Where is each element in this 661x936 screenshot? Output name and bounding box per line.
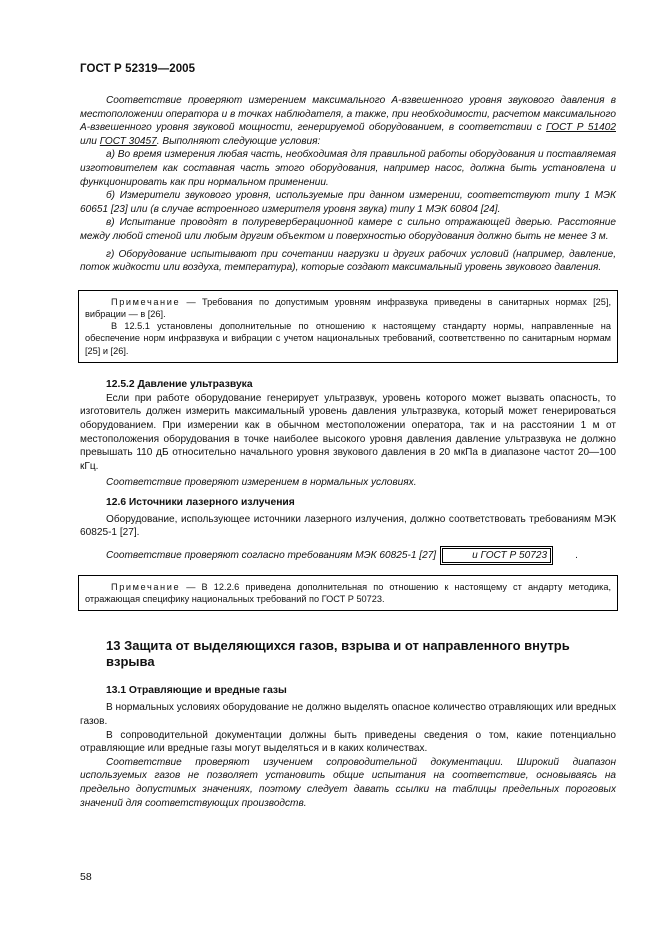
condition-item-d: г) Оборудование испытывают при сочетании нагрузки и других рабочих условий (например, давление, поток жидкости или воздуха, температура), которые создают максимальный уровень звукового давления. (80, 248, 616, 274)
section-heading-12-6: 12.6 Источники лазерного излучения (106, 496, 295, 508)
ultrasound-compliance: Соответствие проверяют измерением в нормальных условиях. (106, 477, 417, 489)
document-header: ГОСТ Р 52319—2005 (80, 63, 196, 75)
note-box-methodology (78, 575, 618, 611)
ultrasound-paragraph: Если при работе оборудование генерирует ультразвук, уровень которого может вызвать опасность, то изготовитель должен измерить максимальный уровень давления ультразвука, который может генерироваться оборудованием. При измерении как в обычном местоположении оператора, так и на расстоянии 1 м от местоположения оборудования в точке наиболее высокого уровня давления давление ультразвука не должно превышать 110 дБ относительно начального уровня звукового давления в 20 мкПа в диапазоне частот 20—100 кГц. (80, 392, 616, 472)
gases-compliance: Соответствие проверяют изучением сопроводительной документации. Широкий диапазон используемых газов не позволяет установить общие испытания на соответствие, основываясь на предельно допустимых значениях, поэтому следует давать ссылки на таблицы предельных пороговых значений для соответствующих производств. (80, 756, 616, 809)
note-paragraph: Примечание — В 12.2.6 приведена дополнительная по отношению к настоящему ст андарту методика, отражающая специфику национальных требований по ГОСТ Р 50723. (85, 582, 611, 605)
condition-item-b: б) Измерители звукового уровня, используемые при данном измерении, соответствуют типу 1 МЭК 60651 [23] или (в случае встроенного измерителя уровня звука) типу 1 МЭК 60804 [24]. (80, 190, 616, 215)
laser-paragraph: Оборудование, использующее источники лазерного излучения, должно соответствовать требованиям МЭК 60825-1 [27]. (80, 513, 616, 539)
condition-item-a: а) Во время измерения любая часть, необходимая для правильной работы оборудования и поставляемая изготовителем как составная часть этого оборудования, например насос, должна быть установлена и функционировать как при нормальном применении. (80, 149, 616, 188)
national-addition-box: и ГОСТ Р 50723 (440, 546, 553, 565)
note-paragraph: В 12.5.1 установлены дополнительные по отношению к настоящему стандарту нормы, направленные на обеспечение норм инфразвука и вибрации с учетом национальных требований, соответственно по санитарным нормам [25] и [26]. (85, 321, 611, 356)
reference-link-gost-51402[interactable]: ГОСТ Р 51402 (546, 122, 616, 134)
laser-compliance: Соответствие проверяют согласно требованиям МЭК 60825-1 [27] и ГОСТ Р 50723 . (80, 546, 616, 565)
compliance-paragraph: Соответствие проверяют измерением максимального А-взвешенного уровня звукового давления в местоположении оператора и в точках наблюдателя, а также, при необходимости, расчетом максимального А-взвешенного уровня звуковой мощности, генерируемой оборудованием, в соответствии с ГОСТ Р 51402 или ГОСТ 30457. Выполняют следующие условия: (80, 95, 616, 147)
note-box-infrasound (78, 290, 618, 363)
gases-paragraph-2: В сопроводительной документации должны быть приведены сведения о том, какие потенциально отравляющие или вредные газы могут выделяться и в каких количествах. (80, 729, 616, 755)
section-heading-12-5-2: 12.5.2 Давление ультразвука (106, 378, 253, 390)
note-label: Примечание (111, 296, 181, 307)
gases-paragraph-1: В нормальных условиях оборудование не должно выделять опасное количество отравляющих или вредных газов. (80, 702, 616, 728)
note-label: Примечание (111, 582, 181, 593)
note-paragraph: Примечание — Требования по допустимым уровням инфразвука приведены в санитарных нормах [25], вибрации — в [26]. (85, 296, 611, 319)
reference-link-gost-30457[interactable]: ГОСТ 30457 (99, 135, 157, 147)
document-body (80, 94, 616, 810)
page-number: 58 (80, 871, 92, 883)
section-heading-13: 13 Защита от выделяющихся газов, взрыва и от направленного внутрь взрыва (106, 638, 570, 670)
condition-item-c: в) Испытание проводят в полуреверберационной камере с сильно отражающей дверью. Расстояние между любой стеной или любым другим объектом и поверхностью оборудования должно быть не менее 3 м. (80, 217, 616, 242)
section-heading-13-1: 13.1 Отравляющие и вредные газы (106, 685, 287, 697)
